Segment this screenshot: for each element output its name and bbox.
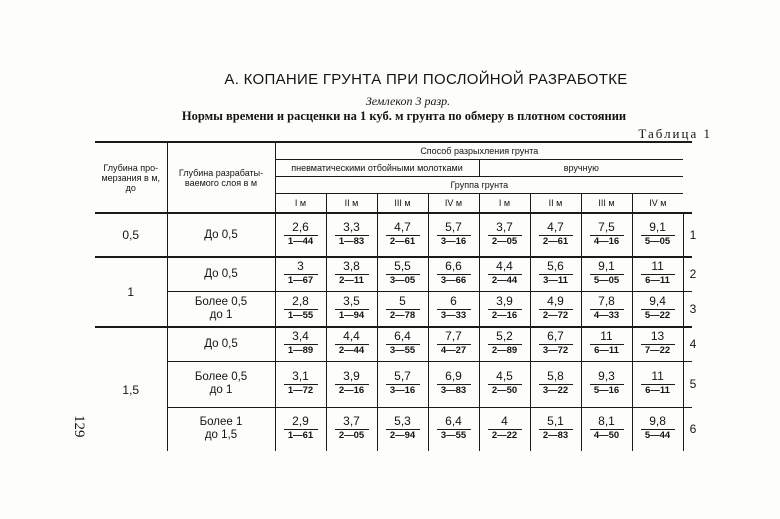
norm-fraction — [386, 330, 420, 357]
page-number: 129 — [71, 415, 87, 438]
norm-fraction — [437, 415, 471, 442]
rate-value: 2—05 — [491, 236, 518, 247]
norm-fraction — [386, 295, 420, 322]
rate-value: 5—22 — [644, 309, 671, 321]
norm-cell — [479, 361, 530, 407]
time-norm: 9,1 — [641, 221, 675, 236]
norm-cell — [377, 327, 428, 361]
norm-cell — [479, 213, 530, 257]
norm-cell — [428, 327, 479, 361]
rate-value: 3—16 — [440, 236, 467, 247]
norms-table — [95, 141, 697, 451]
rate-value: 4—50 — [593, 430, 620, 442]
norm-fraction — [641, 260, 675, 287]
time-norm: 3,7 — [335, 415, 369, 430]
depth-cell: 0,5 — [95, 213, 167, 257]
time-norm: 3,9 — [335, 370, 369, 385]
norm-cell — [581, 213, 632, 257]
norm-cell — [530, 327, 581, 361]
layer-cell: До 0,5 — [167, 257, 275, 291]
norm-cell — [275, 327, 326, 361]
norm-fraction — [386, 370, 420, 397]
norm-cell — [428, 213, 479, 257]
norm-fraction — [437, 221, 471, 248]
time-norm: 11 — [641, 260, 675, 275]
time-norm: 7,8 — [590, 295, 624, 310]
table-row — [95, 407, 692, 451]
norm-cell — [275, 291, 326, 327]
rate-value: 2—16 — [491, 309, 518, 321]
rate-value: 6—11 — [645, 275, 670, 287]
norm-fraction — [386, 260, 420, 287]
table-row — [95, 257, 692, 291]
group-header-5: I м — [479, 194, 530, 214]
norm-cell — [428, 361, 479, 407]
norm-cell — [377, 291, 428, 327]
time-norm: 9,4 — [641, 295, 675, 310]
rate-value: 5—05 — [593, 275, 620, 287]
norm-cell — [326, 361, 377, 407]
norm-fraction — [437, 330, 471, 357]
table-row — [95, 361, 692, 407]
rate-value: 4—16 — [593, 236, 620, 247]
time-norm: 3 — [284, 260, 318, 275]
depth-cell: 1 — [95, 257, 167, 327]
norm-cell — [581, 257, 632, 291]
norm-fraction — [590, 221, 624, 248]
time-norm: 5,3 — [386, 415, 420, 430]
layer-cell: Более 0,5 до 1 — [167, 291, 275, 327]
time-norm: 6 — [437, 295, 471, 310]
rate-value: 1—72 — [287, 385, 314, 396]
time-norm: 5,7 — [437, 221, 471, 236]
header-method: Способ разрыхления грунта — [275, 142, 683, 160]
norm-fraction — [641, 295, 675, 322]
time-norm: 2,8 — [284, 295, 318, 310]
norm-fraction — [641, 415, 675, 442]
norm-fraction — [590, 330, 624, 357]
time-norm: 3,9 — [488, 295, 522, 310]
rate-value: 5—44 — [644, 430, 671, 442]
rate-value: 3—83 — [440, 385, 467, 396]
time-norm: 9,8 — [641, 415, 675, 430]
rate-value: 3—33 — [440, 309, 467, 321]
layer-cell: Более 1 до 1,5 — [167, 407, 275, 451]
norm-cell — [428, 407, 479, 451]
rate-value: 2—94 — [389, 430, 416, 442]
norm-fraction — [284, 295, 318, 322]
group-header-3: III м — [377, 194, 428, 214]
time-norm: 11 — [641, 370, 675, 385]
rate-value: 6—11 — [594, 345, 619, 357]
norm-fraction — [437, 260, 471, 287]
rate-value: 1—94 — [338, 309, 365, 321]
time-norm: 7,5 — [590, 221, 624, 236]
norm-cell — [581, 327, 632, 361]
norm-cell — [530, 291, 581, 327]
time-norm: 3,4 — [284, 330, 318, 345]
norms-table-body — [95, 213, 697, 451]
norm-cell — [632, 213, 683, 257]
time-norm: 3,1 — [284, 370, 318, 385]
norm-cell — [275, 257, 326, 291]
norm-cell — [326, 327, 377, 361]
time-norm: 9,1 — [590, 260, 624, 275]
layer-cell: Более 0,5 до 1 — [167, 361, 275, 407]
row-number: 1 — [683, 213, 692, 257]
time-norm: 6,7 — [539, 330, 573, 345]
group-header-2: II м — [326, 194, 377, 214]
norm-fraction — [488, 330, 522, 357]
norm-cell — [479, 407, 530, 451]
norm-fraction — [539, 221, 573, 248]
norm-cell — [581, 361, 632, 407]
norm-fraction — [590, 370, 624, 397]
norm-cell — [530, 213, 581, 257]
rate-value: 5—16 — [593, 385, 620, 396]
norm-fraction — [590, 295, 624, 322]
norm-cell — [428, 257, 479, 291]
rate-value: 3—22 — [542, 385, 569, 396]
rate-value: 1—55 — [287, 309, 314, 321]
rate-value: 1—61 — [287, 430, 314, 442]
time-norm: 3,8 — [335, 260, 369, 275]
rate-value: 3—05 — [389, 275, 416, 287]
norm-cell — [377, 407, 428, 451]
time-norm: 4,4 — [335, 330, 369, 345]
time-norm: 6,6 — [437, 260, 471, 275]
norm-cell — [632, 291, 683, 327]
norm-fraction — [386, 221, 420, 248]
time-norm: 7,7 — [437, 330, 471, 345]
norm-fraction — [335, 221, 369, 248]
norm-fraction — [488, 221, 522, 248]
norm-fraction — [335, 415, 369, 442]
norm-cell — [377, 213, 428, 257]
time-norm: 4 — [488, 415, 522, 430]
norm-fraction — [539, 295, 573, 322]
norm-fraction — [284, 260, 318, 287]
header-layer: Глубина разрабаты-ваемого слоя в м — [167, 142, 275, 213]
norm-cell — [275, 361, 326, 407]
time-norm: 5,2 — [488, 330, 522, 345]
norm-fraction — [590, 415, 624, 442]
norm-fraction — [590, 260, 624, 287]
norm-cell — [632, 407, 683, 451]
norm-fraction — [386, 415, 420, 442]
table-row — [95, 327, 692, 361]
norm-fraction — [284, 330, 318, 357]
norm-cell — [632, 327, 683, 361]
time-norm: 5,5 — [386, 260, 420, 275]
rate-value: 4—33 — [593, 309, 620, 321]
time-norm: 4,5 — [488, 370, 522, 385]
time-norm: 6,9 — [437, 370, 471, 385]
time-norm: 2,6 — [284, 221, 318, 236]
time-norm: 4,9 — [539, 295, 573, 310]
rate-value: 2—16 — [338, 385, 365, 396]
time-norm: 4,7 — [386, 221, 420, 236]
time-norm: 4,4 — [488, 260, 522, 275]
norm-fraction — [488, 295, 522, 322]
rate-value: 2—61 — [389, 236, 416, 247]
norm-fraction — [284, 415, 318, 442]
table-row — [95, 291, 692, 327]
rate-value: 1—83 — [338, 236, 365, 247]
time-norm: 11 — [590, 330, 624, 345]
row-number: 6 — [683, 407, 692, 451]
norm-fraction — [539, 370, 573, 397]
norm-cell — [632, 257, 683, 291]
rate-value: 4—27 — [440, 345, 467, 357]
table-row — [95, 213, 692, 257]
norm-fraction — [641, 221, 675, 248]
rate-value: 3—66 — [440, 275, 467, 287]
rate-value: 2—22 — [491, 430, 518, 442]
rate-value: 3—11 — [543, 275, 568, 287]
worker-grade: Землекоп 3 разр. — [365, 94, 451, 108]
norm-fraction — [539, 330, 573, 357]
row-number: 4 — [683, 327, 692, 361]
time-norm: 2,9 — [284, 415, 318, 430]
rate-value: 2—05 — [338, 430, 365, 442]
header-manual: вручную — [479, 160, 683, 177]
row-number: 2 — [683, 257, 692, 291]
header-depth: Глубина про-мерзания в м, до — [95, 142, 167, 213]
norm-fraction — [641, 370, 675, 397]
time-norm: 6,4 — [437, 415, 471, 430]
norm-cell — [326, 213, 377, 257]
rate-value: 2—89 — [491, 345, 518, 357]
norm-cell — [479, 327, 530, 361]
time-norm: 9,3 — [590, 370, 624, 385]
norm-cell — [530, 361, 581, 407]
time-norm: 5,8 — [539, 370, 573, 385]
norm-fraction — [437, 370, 471, 397]
norm-cell — [275, 213, 326, 257]
rate-value: 7—22 — [644, 345, 671, 357]
rate-value: 6—11 — [645, 385, 670, 396]
depth-cell: 1,5 — [95, 327, 167, 451]
rate-value: 1—89 — [287, 345, 314, 357]
norm-fraction — [284, 221, 318, 248]
norm-fraction — [488, 370, 522, 397]
time-norm: 3,7 — [488, 221, 522, 236]
time-norm: 5,1 — [539, 415, 573, 430]
time-norm: 4,7 — [539, 221, 573, 236]
rate-value: 1—44 — [287, 236, 314, 247]
group-header-4: IV м — [428, 194, 479, 214]
page-title: А. КОПАНИЕ ГРУНТА ПРИ ПОСЛОЙНОЙ РАЗРАБОТКЕ — [224, 71, 628, 88]
rate-value: 2—83 — [542, 430, 569, 442]
rate-value: 2—11 — [339, 275, 364, 287]
rate-value: 3—55 — [389, 345, 416, 357]
norm-fraction — [335, 260, 369, 287]
norm-fraction — [335, 330, 369, 357]
time-norm: 5,6 — [539, 260, 573, 275]
rate-value: 3—72 — [542, 345, 569, 357]
time-norm: 6,4 — [386, 330, 420, 345]
norm-cell — [530, 257, 581, 291]
norm-cell — [479, 257, 530, 291]
norm-fraction — [488, 415, 522, 442]
time-norm: 3,5 — [335, 295, 369, 310]
norm-cell — [530, 407, 581, 451]
norm-cell — [377, 361, 428, 407]
rate-value: 2—78 — [389, 309, 416, 321]
norm-fraction — [437, 295, 471, 322]
layer-cell: До 0,5 — [167, 327, 275, 361]
norm-fraction — [488, 260, 522, 287]
rate-value: 5—05 — [644, 236, 671, 247]
header-pneumatic: пневматическими отбойными молотками — [275, 160, 479, 177]
row-number: 5 — [683, 361, 692, 407]
table-label: Таблица 1 — [638, 126, 712, 141]
row-number: 3 — [683, 291, 692, 327]
norm-cell — [428, 291, 479, 327]
header-soil-group: Группа грунта — [275, 177, 683, 194]
norm-fraction — [539, 260, 573, 287]
norm-cell — [275, 407, 326, 451]
norm-cell — [479, 291, 530, 327]
rate-value: 3—55 — [440, 430, 467, 442]
group-header-6: II м — [530, 194, 581, 214]
group-header-1: I м — [275, 194, 326, 214]
rate-value: 2—72 — [542, 309, 569, 321]
norm-fraction — [641, 330, 675, 357]
rate-value: 2—61 — [542, 236, 569, 247]
group-header-7: III м — [581, 194, 632, 214]
time-norm: 5 — [386, 295, 420, 310]
norm-cell — [326, 291, 377, 327]
rate-value: 2—44 — [338, 345, 365, 357]
norm-cell — [326, 407, 377, 451]
norm-cell — [632, 361, 683, 407]
norms-description: Нормы времени и расценки на 1 куб. м грунта по обмеру в плотном состоянии — [181, 109, 627, 123]
rate-value: 2—44 — [491, 275, 518, 287]
time-norm: 3,3 — [335, 221, 369, 236]
rate-value: 3—16 — [389, 385, 416, 396]
norm-fraction — [335, 295, 369, 322]
norm-fraction — [284, 370, 318, 397]
norm-cell — [326, 257, 377, 291]
time-norm: 5,7 — [386, 370, 420, 385]
norm-fraction — [539, 415, 573, 442]
group-header-8: IV м — [632, 194, 683, 214]
norm-cell — [581, 407, 632, 451]
layer-cell: До 0,5 — [167, 213, 275, 257]
time-norm: 13 — [641, 330, 675, 345]
norm-cell — [377, 257, 428, 291]
time-norm: 8,1 — [590, 415, 624, 430]
rate-value: 1—67 — [287, 275, 314, 287]
rate-value: 2—50 — [491, 385, 518, 396]
norm-fraction — [335, 370, 369, 397]
norm-cell — [581, 291, 632, 327]
